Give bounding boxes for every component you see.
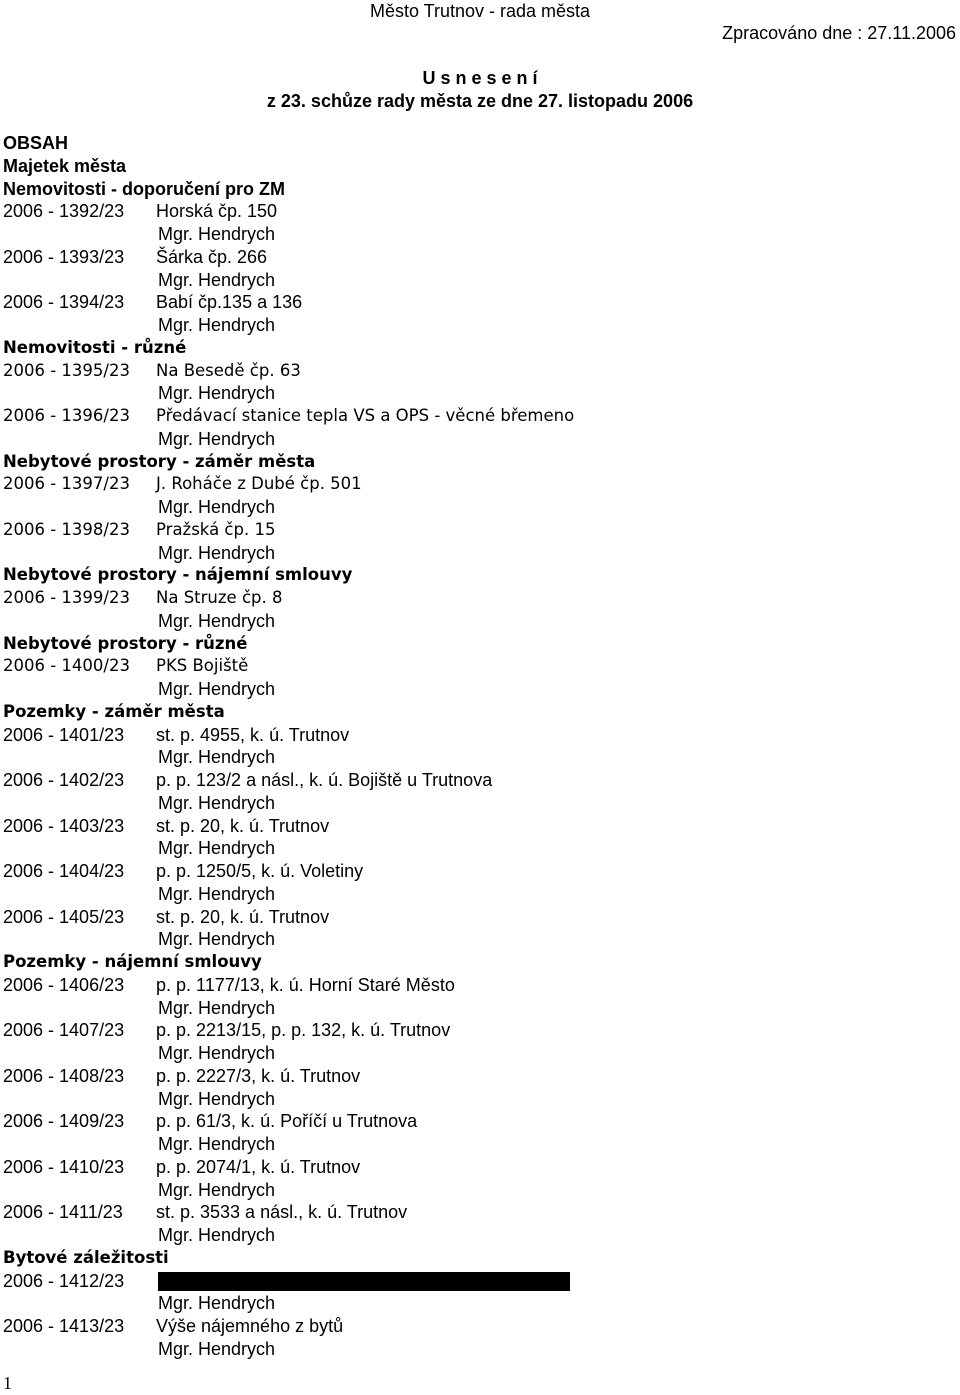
resolution-subject: st. p. 4955, k. ú. Trutnov [156, 724, 350, 745]
toc-entry-author-row [3, 223, 953, 246]
toc-entry-author-row [3, 1042, 953, 1065]
table-of-contents [3, 132, 953, 1361]
resolution-subject: p. p. 2074/1, k. ú. Trutnov [156, 1156, 361, 1177]
toc-entry-author-row [3, 382, 953, 405]
redacted-subject [158, 1272, 570, 1291]
toc-entry-author-row [3, 1224, 953, 1247]
toc-entry [3, 1315, 953, 1338]
toc-entry-author-row [3, 997, 953, 1020]
toc-entry [3, 769, 953, 792]
page-number: 1 [3, 1373, 12, 1393]
toc-entry-author-row [3, 1088, 953, 1111]
toc-entry-author-row [3, 1292, 953, 1315]
resolution-subject: Babí čp.135 a 136 [156, 292, 303, 313]
toc-entry-author-row [3, 928, 953, 951]
toc-entry-author-row [3, 1338, 953, 1361]
toc-entry [3, 655, 953, 678]
toc-group-heading: Nebytové prostory - nájemní smlouvy [3, 565, 353, 585]
resolution-number: 2006 - 1398/23 [3, 519, 130, 539]
toc-entry [3, 906, 953, 929]
toc-entry [3, 1110, 953, 1133]
toc-entry [3, 519, 953, 542]
toc-group-heading: Pozemky - záměr města [3, 701, 225, 721]
toc-entry [3, 1201, 953, 1224]
resolution-number: 2006 - 1413/23 [3, 1316, 125, 1336]
institution-header: Město Trutnov - rada města [369, 1, 591, 21]
toc-section: Majetek města [3, 155, 127, 176]
resolution-author: Mgr. Hendrych [158, 383, 276, 404]
resolution-number: 2006 - 1395/23 [3, 360, 130, 380]
toc-entry-author-row [3, 792, 953, 815]
resolution-subject: p. p. 61/3, k. ú. Poříčí u Trutnova [156, 1111, 418, 1132]
toc-entry-author-row [3, 314, 953, 337]
resolution-author: Mgr. Hendrych [158, 1088, 276, 1109]
resolution-subject: Pražská čp. 15 [156, 519, 276, 539]
resolution-author: Mgr. Hendrych [158, 679, 276, 699]
resolution-number: 2006 - 1408/23 [3, 1065, 125, 1086]
resolution-subject: p. p. 1177/13, k. ú. Horní Staré Město [156, 974, 455, 995]
resolution-subject: Na Struze čp. 8 [156, 588, 283, 607]
toc-group-heading: Nebytové prostory - záměr města [3, 451, 316, 471]
toc-entry [3, 200, 953, 223]
resolution-author: Mgr. Hendrych [158, 497, 276, 517]
resolution-subject: p. p. 1250/5, k. ú. Voletiny [156, 861, 364, 881]
toc-entry-author-row [3, 678, 953, 701]
resolution-number: 2006 - 1396/23 [3, 406, 130, 425]
resolution-number: 2006 - 1403/23 [3, 815, 125, 836]
toc-entry [3, 1270, 953, 1293]
resolution-author: Mgr. Hendrych [158, 1134, 276, 1154]
resolution-number: 2006 - 1394/23 [3, 292, 125, 313]
toc-entry [3, 246, 953, 269]
resolution-number: 2006 - 1399/23 [3, 588, 130, 607]
resolution-number: 2006 - 1405/23 [3, 906, 125, 927]
resolution-author: Mgr. Hendrych [158, 838, 276, 859]
toc-entry [3, 473, 953, 496]
resolution-number: 2006 - 1412/23 [3, 1270, 125, 1291]
resolution-author: Mgr. Hendrych [158, 610, 276, 631]
toc-entry-author-row [3, 542, 953, 565]
toc-entry-author-row [3, 837, 953, 860]
toc-entry-author-row [3, 269, 953, 292]
toc-entry-author-row [3, 610, 953, 633]
resolution-author: Mgr. Hendrych [158, 792, 276, 813]
resolution-author: Mgr. Hendrych [158, 1293, 276, 1314]
resolution-author: Mgr. Hendrych [158, 929, 276, 950]
resolution-subject: Předávací stanice tepla VS a OPS - věcné břemeno [156, 406, 575, 425]
resolution-author: Mgr. Hendrych [158, 1179, 276, 1200]
resolution-author: Mgr. Hendrych [158, 428, 276, 449]
toc-group-heading: Nebytové prostory - různé [3, 633, 248, 653]
toc-group-heading: Nemovitosti - různé [3, 337, 187, 357]
toc-entry-author-row [3, 746, 953, 769]
resolution-number: 2006 - 1402/23 [3, 770, 125, 790]
document-title: U s n e s e n í [422, 68, 538, 88]
toc-entry-author-row [3, 496, 953, 519]
resolution-number: 2006 - 1407/23 [3, 1020, 125, 1041]
resolution-subject: J. Roháče z Dubé čp. 501 [156, 474, 362, 494]
processed-date: Zpracováno dne : 27.11.2006 [722, 23, 956, 43]
resolution-subject: p. p. 2213/15, p. p. 132, k. ú. Trutnov [156, 1020, 451, 1041]
toc-entry [3, 1156, 953, 1179]
resolution-subject: st. p. 20, k. ú. Trutnov [156, 815, 330, 836]
toc-entry [3, 815, 953, 838]
toc-entry [3, 587, 953, 610]
toc-entry [3, 860, 953, 883]
resolution-subject: Šárka čp. 266 [156, 246, 268, 267]
toc-group-heading: Bytové záležitosti [3, 1247, 169, 1267]
resolution-author: Mgr. Hendrych [158, 269, 276, 290]
resolution-number: 2006 - 1401/23 [3, 724, 125, 745]
toc-title: OBSAH [3, 133, 69, 153]
resolution-subject: Výše nájemného z bytů [156, 1316, 344, 1336]
resolution-author: Mgr. Hendrych [158, 224, 276, 244]
resolution-number: 2006 - 1410/23 [3, 1156, 125, 1177]
resolution-author: Mgr. Hendrych [158, 747, 276, 768]
resolution-number: 2006 - 1409/23 [3, 1111, 125, 1132]
toc-entry [3, 1019, 953, 1042]
toc-entry-author-row [3, 1179, 953, 1202]
toc-group-heading: Nemovitosti - doporučení pro ZM [3, 178, 285, 199]
toc-entry-author-row [3, 1133, 953, 1156]
resolution-number: 2006 - 1392/23 [3, 201, 125, 222]
resolution-subject: p. p. 123/2 a násl., k. ú. Bojiště u Trutnova [156, 770, 493, 790]
resolution-author: Mgr. Hendrych [158, 997, 276, 1018]
toc-entry [3, 974, 953, 997]
resolution-subject: Na Besedě čp. 63 [156, 360, 301, 380]
toc-groups [3, 178, 953, 1361]
toc-group-heading: Pozemky - nájemní smlouvy [3, 952, 262, 971]
resolution-subject: p. p. 2227/3, k. ú. Trutnov [156, 1065, 361, 1086]
resolution-number: 2006 - 1406/23 [3, 974, 125, 995]
resolution-author: Mgr. Hendrych [158, 1338, 276, 1359]
resolution-subject: Horská čp. 150 [156, 201, 278, 222]
toc-entry [3, 724, 953, 747]
resolution-subject: st. p. 20, k. ú. Trutnov [156, 906, 330, 927]
resolution-number: 2006 - 1400/23 [3, 656, 130, 676]
resolution-author: Mgr. Hendrych [158, 542, 276, 563]
resolution-number: 2006 - 1393/23 [3, 246, 125, 267]
toc-entry [3, 1065, 953, 1088]
resolution-number: 2006 - 1411/23 [3, 1202, 123, 1223]
toc-entry [3, 291, 953, 314]
toc-entry-author-row [3, 883, 953, 906]
resolution-author: Mgr. Hendrych [158, 883, 276, 904]
toc-entry [3, 405, 953, 428]
toc-entry-author-row [3, 428, 953, 451]
resolution-subject: st. p. 3533 a násl., k. ú. Trutnov [156, 1202, 408, 1223]
resolution-subject: PKS Bojiště [156, 656, 249, 676]
resolution-author: Mgr. Hendrych [158, 1043, 276, 1063]
document-subtitle: z 23. schůze rady města ze dne 27. listopadu 2006 [266, 91, 694, 111]
resolution-number: 2006 - 1404/23 [3, 861, 125, 881]
resolution-author: Mgr. Hendrych [158, 315, 276, 335]
resolution-number: 2006 - 1397/23 [3, 474, 130, 494]
resolution-author: Mgr. Hendrych [158, 1225, 276, 1245]
toc-entry [3, 360, 953, 383]
